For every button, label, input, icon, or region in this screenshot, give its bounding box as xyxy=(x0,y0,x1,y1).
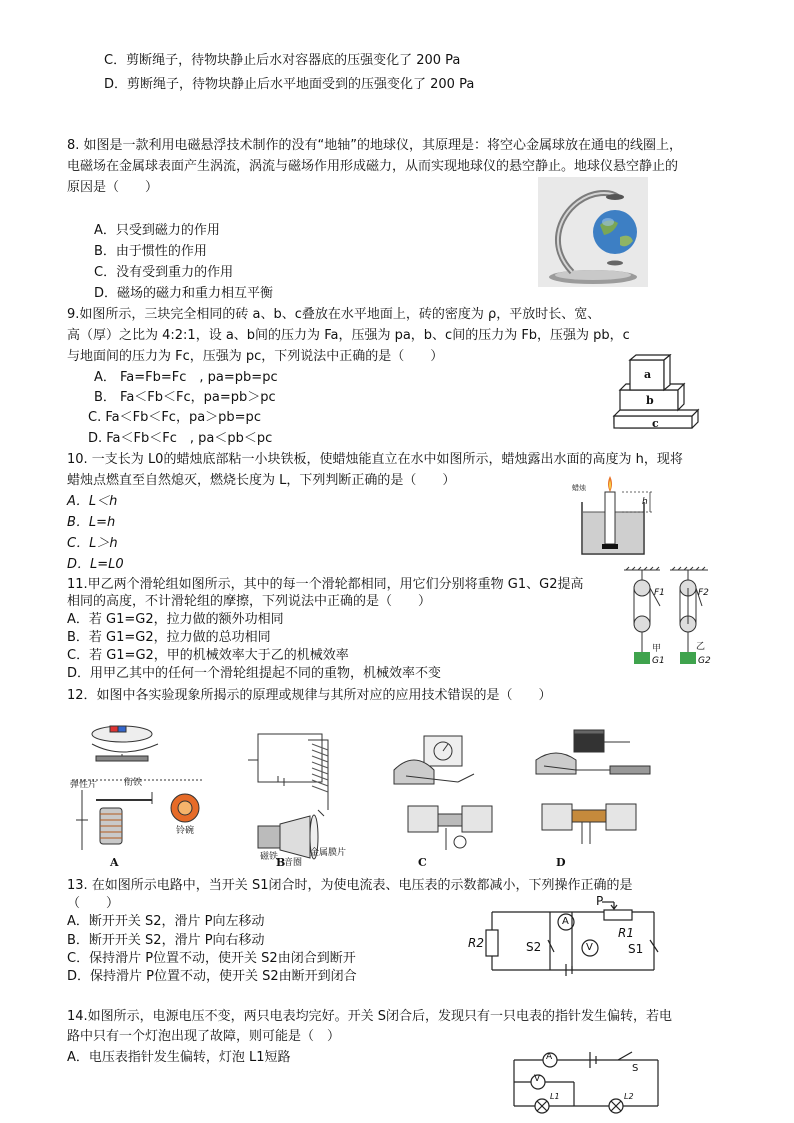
q9-stem-line3: 与地面间的压力为 Fc，压强为 pc，下列说法中正确的是（ ） xyxy=(67,349,444,364)
switch-label-s2: S2 xyxy=(526,940,542,954)
weight-label-g1: G1 xyxy=(652,656,665,666)
q13-stem-line1: 13. 在如图所示电路中，当开关 S1闭合时，为使电流表、电压表的示数都减小，下列操作正确的是 xyxy=(67,878,633,893)
q12-label-c: C xyxy=(418,856,427,869)
q14-option-a: A．电压表指针发生偏转，灯泡 L1短路 xyxy=(67,1050,291,1065)
q11-option-a: A．若 G1=G2，拉力做的额外功相同 xyxy=(67,612,284,627)
bulb-label-l2: L2 xyxy=(624,1092,634,1101)
q13-stem-line2: （ ） xyxy=(67,896,120,911)
label-bell: 铃碗 xyxy=(176,826,195,836)
label-spring-plate: 弹性片 xyxy=(70,780,98,790)
pulley-label-jia: 甲 xyxy=(652,644,662,654)
resistor-label-r1: R1 xyxy=(618,926,634,940)
label-armature: 衔铁 xyxy=(124,778,143,788)
q13-option-a: A．断开开关 S2，滑片 P向左移动 xyxy=(67,914,265,929)
q11-stem-line1: 11.甲乙两个滑轮组如图所示，其中的每一个滑轮都相同，用它们分别将重物 G1、G2提高 xyxy=(67,577,584,592)
ammeter-label: A xyxy=(546,1052,553,1062)
q11-option-b: B．若 G1=G2，拉力做的总功相同 xyxy=(67,630,271,645)
pulley-systems-figure xyxy=(620,566,714,670)
pulley-label-yi: 乙 xyxy=(696,642,706,652)
q8-option-c: C．没有受到重力的作用 xyxy=(94,265,234,280)
q9-option-a: A． Fa=Fb=Fc , pa=pb=pc xyxy=(94,370,278,385)
q9-option-c: C. Fa＜Fb＜Fc，pa＞pb=pc xyxy=(88,410,261,425)
q9-option-b: B． Fa＜Fb＜Fc，pa=pb＞pc xyxy=(94,390,276,405)
height-label-h: h xyxy=(642,497,648,507)
candle-label: 蜡烛 xyxy=(572,484,586,492)
q12-label-a: A xyxy=(110,856,119,869)
weight-label-g2: G2 xyxy=(698,656,711,666)
q9-option-d: D. Fa＜Fb＜Fc , pa＜pb＜pc xyxy=(88,431,273,446)
q8-stem-line1: 8. 如图是一款利用电磁悬浮技术制作的没有“地轴”的地球仪，其原理是：将空心金属球放在通电的线圈上， xyxy=(67,138,683,153)
stacked-bricks-figure xyxy=(606,354,706,432)
force-label-f2: F2 xyxy=(698,588,709,598)
candle-in-water-figure xyxy=(572,470,662,560)
ammeter-label: A xyxy=(562,916,569,927)
force-label-f1: F1 xyxy=(654,588,665,598)
q12-label-b: B xyxy=(276,856,286,869)
brick-label-b: b xyxy=(646,394,654,407)
q14-stem-line1: 14.如图所示，电源电压不变，两只电表均完好。开关 S闭合后，发现只有一只电表的指针发生偏转，若电 xyxy=(67,1009,673,1024)
label-metal-membrane: 金属膜片 xyxy=(310,848,347,858)
q12-label-d: D xyxy=(556,856,566,869)
levitating-globe-photo xyxy=(538,177,648,287)
q13-circuit-diagram xyxy=(468,894,668,980)
q13-option-d: D．保持滑片 P位置不动，使开关 S2由断开到闭合 xyxy=(67,969,357,984)
q13-option-b: B．断开开关 S2，滑片 P向右移动 xyxy=(67,933,265,948)
voltmeter-label: V xyxy=(586,942,593,953)
q8-option-b: B．由于惯性的作用 xyxy=(94,244,207,259)
slider-label-p: P xyxy=(596,894,604,908)
q10-option-d: D．L=L0 xyxy=(67,557,124,572)
q7-option-d: D．剪断绳子，待物块静止后水平地面受到的压强变化了 200 Pa xyxy=(104,77,475,92)
voltmeter-label: V xyxy=(534,1074,541,1084)
q11-option-d: D．用甲乙其中的任何一个滑轮组提起不同的重物，机械效率不变 xyxy=(67,666,442,681)
q12-figure-a xyxy=(62,720,212,870)
q8-option-a: A．只受到磁力的作用 xyxy=(94,223,220,238)
q10-option-c: C．L＞h xyxy=(67,536,118,551)
q9-stem-line2: 高（厚）之比为 4:2:1，设 a、b间的压力为 Fa，压强为 pa，b、c间的压力为 Fb，压强为 pb，c xyxy=(67,328,630,343)
brick-label-a: a xyxy=(644,368,652,381)
q10-option-a: A．L＜h xyxy=(67,494,118,509)
q8-stem-line3: 原因是（ ） xyxy=(67,180,159,195)
label-magnet: 磁铁 xyxy=(260,852,279,862)
q8-option-d: D．磁场的磁力和重力相互平衡 xyxy=(94,286,274,301)
q12-figure-b xyxy=(248,720,368,870)
q11-option-c: C．若 G1=G2，甲的机械效率大于乙的机械效率 xyxy=(67,648,349,663)
q12-figure-c xyxy=(384,730,504,860)
bulb-label-l1: L1 xyxy=(550,1092,560,1101)
q8-stem-line2: 电磁场在金属球表面产生涡流，涡流与磁场作用形成磁力，从而实现地球仪的悬空静止。地球仪悬空静止的 xyxy=(67,159,679,174)
q12-figure-d xyxy=(520,720,670,860)
q10-option-b: B．L=h xyxy=(67,515,116,530)
q7-option-c: C．剪断绳子，待物块静止后水对容器底的压强变化了 200 Pa xyxy=(104,53,461,68)
switch-label-s: S xyxy=(632,1063,639,1074)
q10-stem-line2: 蜡烛点燃直至自然熄灭，燃烧长度为 L，下列判断正确的是（ ） xyxy=(67,473,456,488)
label-voice-coil: 音圈 xyxy=(284,858,303,868)
q11-stem-line2: 相同的高度，不计滑轮组的摩擦，下列说法中正确的是（ ） xyxy=(67,594,432,609)
switch-label-s1: S1 xyxy=(628,942,644,956)
q10-stem-line1: 10. 一支长为 L0的蜡烛底部粘一小块铁板，使蜡烛能直立在水中如图所示，蜡烛露出水面的高度为 h，现将 xyxy=(67,452,683,467)
q14-circuit-diagram xyxy=(506,1048,666,1114)
q13-option-c: C．保持滑片 P位置不动，使开关 S2由闭合到断开 xyxy=(67,951,356,966)
resistor-label-r2: R2 xyxy=(468,936,484,950)
brick-label-c: c xyxy=(652,417,659,430)
q9-stem-line1: 9.如图所示，三块完全相同的砖 a、b、c叠放在水平地面上，砖的密度为 ρ，平放时长、宽、 xyxy=(67,307,601,322)
q14-stem-line2: 路中只有一个灯泡出现了故障，则可能是（ ） xyxy=(67,1029,341,1044)
q12-stem: 12．如图中各实验现象所揭示的原理或规律与其所对应的应用技术错误的是（ ） xyxy=(67,688,552,703)
